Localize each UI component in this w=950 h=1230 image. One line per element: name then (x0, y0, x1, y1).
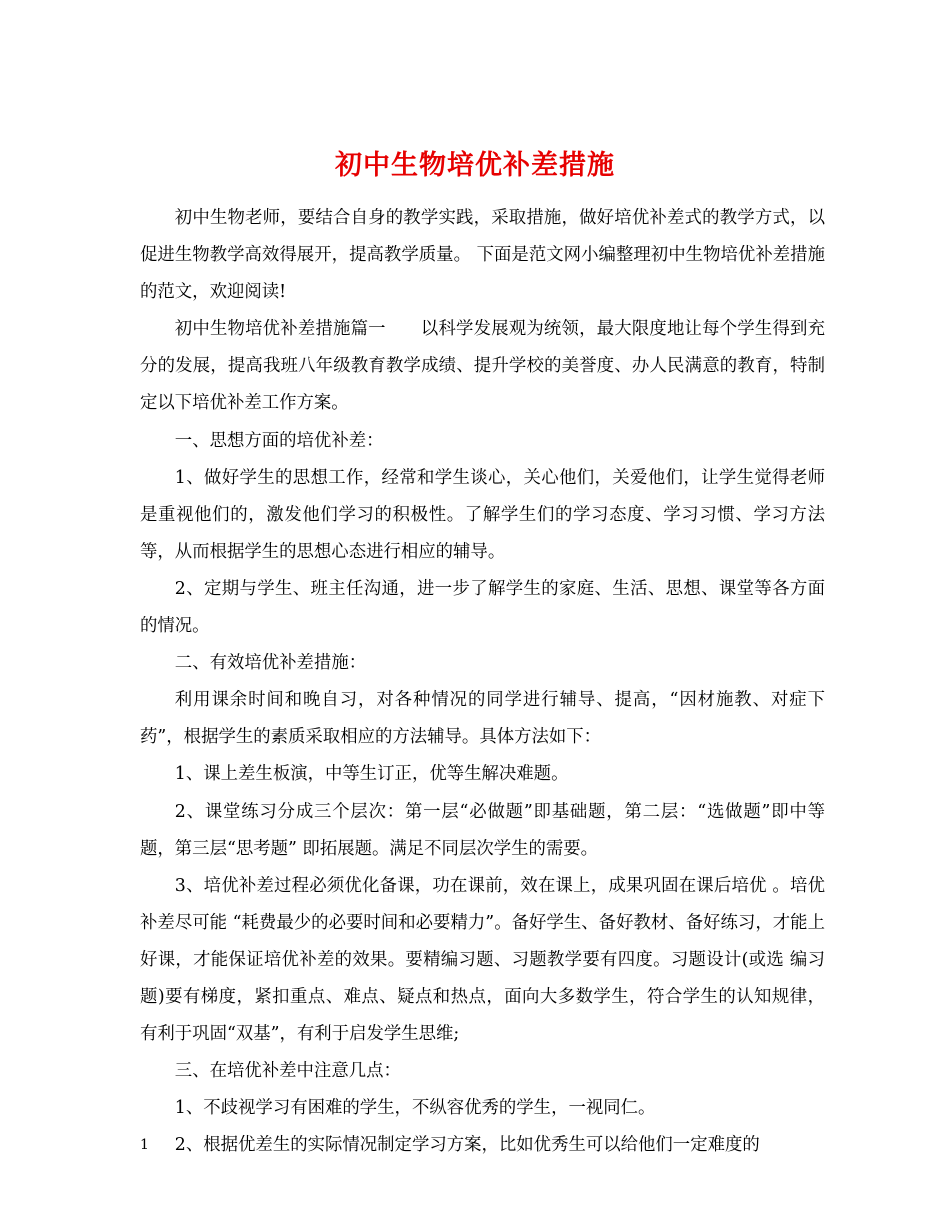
section-heading: 三、在培优补差中注意几点： (174, 1061, 401, 1082)
paragraph: 2、课堂练习分成三个层次：第一层“必做题”即基础题，第二层：“选做题”即中等题，第三层“思考题” 即拓展题。满足不同层次学生的需要。 (140, 801, 825, 859)
paragraph: 1、不歧视学习有困难的学生，不纵容优秀的学生，一视同仁。 (174, 1098, 656, 1119)
paragraph: 初中生物老师，要结合自身的教学实践，采取措施，做好培优补差式的教学方式，以促进生物教学高效得展开，提高教学质量。 下面是范文网小编整理初中生物培优补差措施的范文，欢迎阅读! (140, 208, 825, 303)
paragraph: 2、定期与学生、班主任沟通，进一步了解学生的家庭、生活、思想、课堂等各方面的情况。 (140, 578, 825, 637)
paragraph: 初中生物培优补差措施篇一 以科学发展观为统领，最大限度地让每个学生得到充分的发展，提高我班八年级教育教学成绩、提升学校的美誉度、办人民满意的教育，特制定以下培优补差工作方案。 (140, 319, 825, 414)
document-body (140, 200, 825, 1164)
paragraph: 利用课余时间和晚自习，对各种情况的同学进行辅导、提高，“因材施教、对症下药”，根据学生的素质采取相应的方法辅导。具体方法如下： (140, 690, 825, 748)
section-heading: 二、有效培优补差措施： (174, 653, 367, 674)
section-heading: 一、思想方面的培优补差： (174, 430, 384, 451)
paragraph: 1、做好学生的思想工作，经常和学生谈心，关心他们，关爱他们，让学生觉得老师是重视他们的，激发他们学习的积极性。了解学生们的学习态度、学习习惯、学习方法等，从而根据学生的思想心态进行相应的辅导。 (140, 467, 825, 562)
page-number: 1 (140, 1137, 149, 1153)
paragraph: 2、根据优差生的实际情况制定学习方案，比如优秀生可以给他们一定难度的 (174, 1135, 760, 1156)
paragraph: 3、培优补差过程必须优化备课，功在课前，效在课上，成果巩固在课后培优 。培优补差尽可能 “耗费最少的必要时间和必要精力”。备好学生、备好教材、备好练习，才能上好课，才能保证培优补差的效果。要精编习题、习题教学要有四度。习题设计(或选 编习题)要有梯度，紧扣重点、难点、疑点和热点，面向大多数学生，符合学生的认知规律，有利于巩固“双基”，有利于启发学生思维; (140, 875, 825, 1045)
document-title: 初中生物培优补差措施 (335, 150, 615, 182)
paragraph: 1、课上差生板演，中等生订正，优等生解决难题。 (174, 764, 569, 785)
